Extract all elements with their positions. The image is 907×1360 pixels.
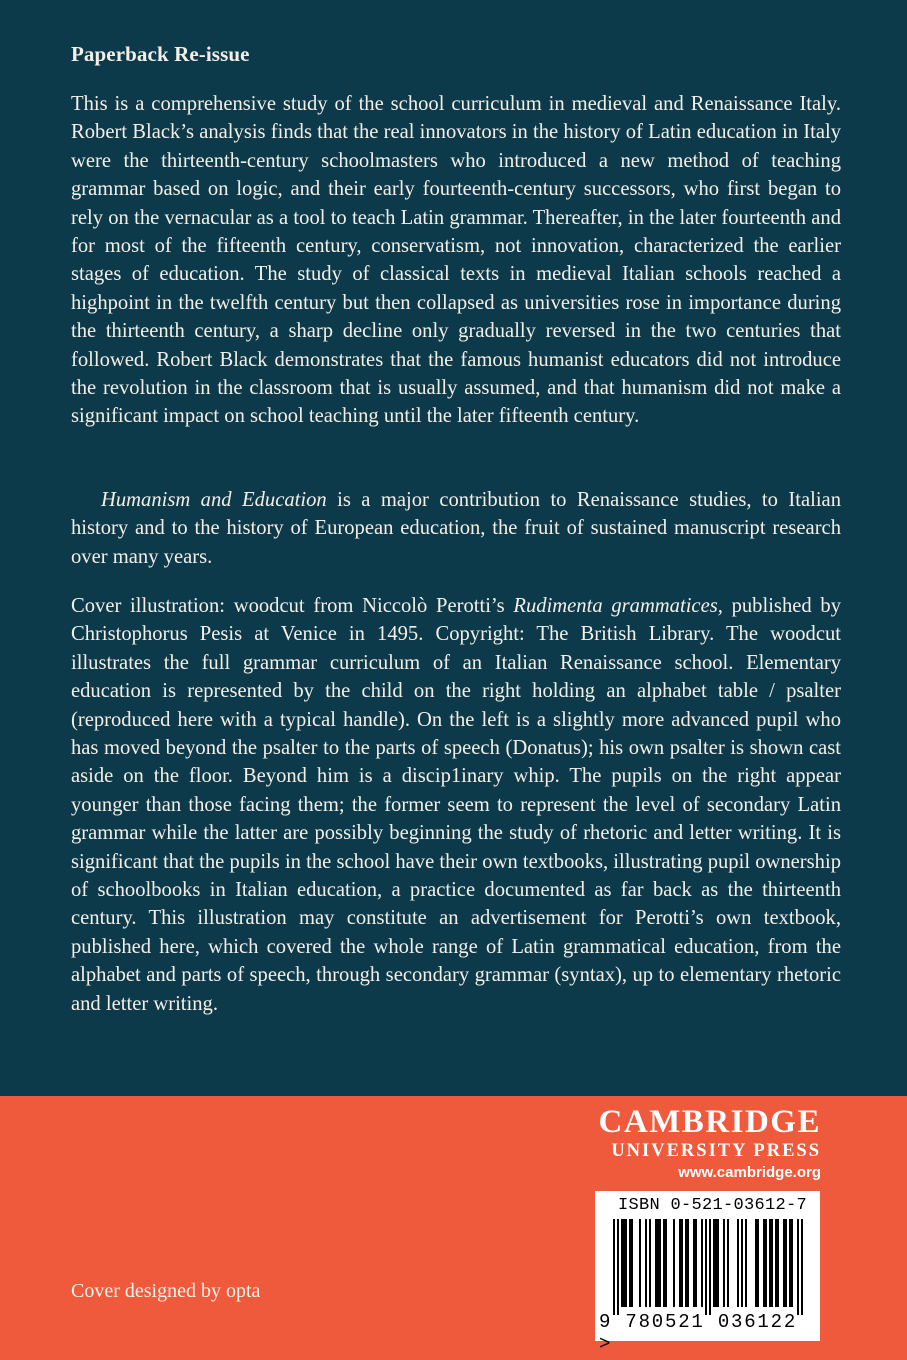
- cover-designer-credit: Cover designed by opta: [71, 1280, 261, 1302]
- barcode-bar: [763, 1219, 765, 1307]
- barcode-bar: [775, 1219, 777, 1307]
- barcode-bar: [655, 1219, 657, 1307]
- publisher-website: www.cambridge.org: [678, 1164, 821, 1181]
- barcode-bar: [687, 1219, 689, 1307]
- barcode-bar: [657, 1219, 659, 1307]
- barcode-bar: [717, 1219, 719, 1307]
- barcode-bar: [673, 1219, 675, 1307]
- barcode-bar: [617, 1219, 619, 1315]
- barcode-bar: [663, 1219, 665, 1307]
- summary-paragraph: [71, 486, 841, 571]
- publisher-logo: [598, 1104, 821, 1184]
- barcode-bar: [727, 1219, 729, 1307]
- barcode-bar: [631, 1219, 633, 1307]
- barcode-bar: [679, 1219, 681, 1307]
- barcode-bar: [659, 1219, 661, 1307]
- barcode-bar: [771, 1219, 773, 1307]
- publisher-subtitle: UNIVERSITY PRESS: [611, 1141, 821, 1161]
- ean-digits: 9 780521 036122 >: [599, 1311, 798, 1355]
- description-paragraph: [71, 90, 841, 431]
- barcode-bar: [801, 1219, 803, 1315]
- barcode-bar: [723, 1219, 725, 1307]
- barcode-bar: [737, 1219, 739, 1307]
- cover-note-start: Cover illustration: woodcut from Niccolò Perotti’s: [71, 595, 514, 617]
- barcode-bar: [649, 1219, 651, 1307]
- barcode-bar: [741, 1219, 743, 1307]
- barcode-bar: [785, 1219, 787, 1307]
- barcode-bar: [745, 1219, 747, 1307]
- cover-note-rest: published by Christophorus Pesis at Venice in 1495. Copyright: The British Library. The woodcut illustrates the full grammar curriculum of an Italian Renaissance school. Elementary education is represented by the child on the right holding an alphabet table / psalter (reproduced here with a typical handle). On the left is a slightly more advanced pupil who has moved beyond the psalter to the parts of speech (Donatus); his own psalter is shown cast aside on the floor. Beyond him is a discip1inary whip. The pupils on the right appear younger than those facing them; the former seem to represent the level of secondary Latin grammar while the latter are possibly beginning the study of rhetoric and letter writing. It is significant that the pupils in the school have their own textbooks, illustrating pupil ownership of schoolbooks in Italian education, a practice documented as far back as the thirteenth century. This illustration may constitute an advertisement for Perotti’s own textbook, published here, which covered the whole range of Latin grammatical education, from the alphabet and parts of speech, through secondary grammar (syntax), up to elementary rhetoric and letter writing.: [71, 595, 841, 1015]
- barcode-bar: [777, 1219, 779, 1307]
- barcode-bar: [681, 1219, 683, 1307]
- cover-note-text: [71, 592, 841, 1018]
- barcode-bar: [757, 1219, 759, 1307]
- barcode-bar: [705, 1219, 707, 1315]
- barcode-panel: [595, 1191, 820, 1355]
- barcode-bar: [625, 1219, 627, 1307]
- barcode-bar: [709, 1219, 711, 1315]
- barcode-bar: [693, 1219, 695, 1307]
- woodcut-source-title: Rudimenta grammatices,: [513, 595, 723, 617]
- barcode-bar: [629, 1219, 631, 1307]
- barcode-bar: [713, 1219, 715, 1307]
- barcode-bar: [645, 1219, 647, 1307]
- barcode-bar: [755, 1219, 757, 1307]
- barcode-bar: [701, 1219, 703, 1307]
- barcode-bar: [765, 1219, 767, 1307]
- barcode-bar: [613, 1219, 615, 1315]
- barcode-bar: [783, 1219, 785, 1307]
- barcode-bar: [665, 1219, 667, 1307]
- barcode-bar: [791, 1219, 793, 1307]
- barcode-bar: [639, 1219, 641, 1307]
- isbn-number: ISBN 0-521-03612-7: [618, 1196, 808, 1215]
- summary-rest: is a major contribution to Renaissance studies, to Italian history and to the history of European education, the fruit of sustained manuscript research over many years.: [71, 489, 841, 568]
- barcode-bar: [695, 1219, 697, 1307]
- barcode-bar: [797, 1219, 799, 1315]
- summary-text: [71, 486, 841, 571]
- edition-label: Paperback Re-issue: [71, 42, 250, 66]
- book-title: Humanism and Education: [101, 489, 327, 511]
- barcode-bar: [621, 1219, 623, 1307]
- barcode-bar: [715, 1219, 717, 1307]
- barcode-bar: [623, 1219, 625, 1307]
- cover-illustration-note: [71, 592, 841, 1018]
- barcode-bar: [769, 1219, 771, 1307]
- barcode-bar: [789, 1219, 791, 1307]
- publisher-name: CAMBRIDGE: [598, 1104, 821, 1140]
- description-text: This is a comprehensive study of the school curriculum in medieval and Renaissance Italy. Robert Black’s analysis finds that the real innovators in the history of Latin education in Italy were the thirteenth-century schoolmasters who introduced a new method of teaching grammar based on logic, and their early fourteenth-century successors, who first began to rely on the vernacular as a tool to teach Latin grammar. Thereafter, in the later fourteenth and for most of the fifteenth century, conservatism, not innovation, characterized the earlier stages of education. The study of classical texts in medieval Italian schools reached a highpoint in the twelfth century but then collapsed as universities rose in importance during the thirteenth century, a sharp decline only gradually reversed in the two centuries that followed. Robert Black demonstrates that the famous humanist educators did not introduce the revolution in the classroom that is usually assumed, and that humanism did not make a significant impact on school teaching until the later fifteenth century.: [71, 93, 841, 428]
- barcode-bar: [685, 1219, 687, 1307]
- publisher-band: [0, 1096, 907, 1360]
